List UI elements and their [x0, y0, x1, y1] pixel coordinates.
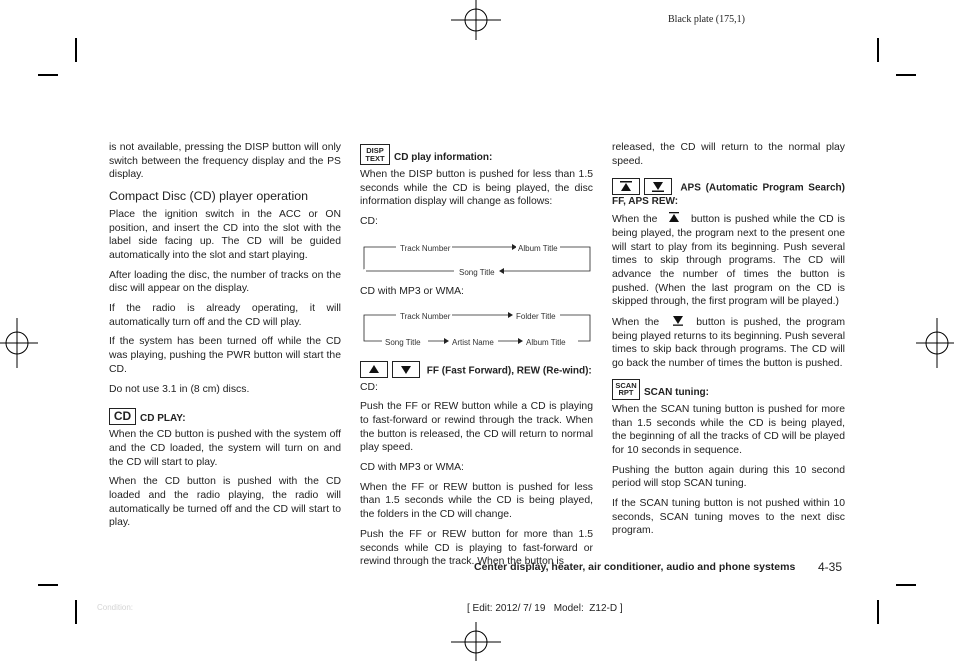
diagram-node: Song Title	[383, 336, 423, 350]
footer-section-title: Center display, heater, air conditioner, audio and phone systems	[474, 561, 796, 573]
heading-text: CD PLAY:	[140, 412, 186, 424]
cd-display-diagram	[360, 235, 593, 279]
heading-text: CD play information:	[394, 152, 493, 164]
condition-label: Condition:	[97, 603, 134, 612]
heading-text: APS (Automatic Program Search) FF, APS REW:	[612, 182, 845, 208]
text-fragment: When the	[612, 214, 658, 226]
paragraph: When the DISP button is pushed for less than 1.5 seconds while the CD is being played, the disc information display will change as follows:	[360, 169, 593, 208]
aps-rew-inline-icon	[667, 315, 689, 326]
section-heading: Compact Disc (CD) player operation	[109, 189, 309, 204]
icon-label: RPT	[618, 388, 634, 398]
heading-text: SCAN tuning:	[644, 387, 709, 399]
paragraph: is not available, pressing the DISP button will only switch between the frequency display and the PS display.	[109, 142, 341, 181]
mp3-display-diagram	[360, 305, 593, 353]
diagram-node: Track Number	[398, 310, 452, 324]
crop-mark	[75, 600, 77, 624]
text-fragment: button is pushed, the program being played returns to its beginning. Push several times to skip back through programs. The CD will go back the number of times the button is pushed.	[612, 317, 846, 370]
label: CD with MP3 or WMA:	[360, 462, 464, 474]
icon-label: DISP	[366, 146, 384, 155]
edit-info: [ Edit: 2012/ 7/ 19 Model: Z12-D ]	[467, 603, 623, 614]
diagram-node: Song Title	[457, 266, 497, 280]
ff-up-arrow-icon	[360, 361, 388, 378]
diagram-node: Folder Title	[514, 310, 558, 324]
scan-heading	[612, 379, 845, 400]
paragraph: When the FF or REW button is pushed for less than 1.5 seconds while the CD is being played, the folders in the CD will change.	[360, 481, 593, 521]
crop-mark	[877, 600, 879, 624]
column-3	[612, 141, 845, 544]
registration-mark-bottom	[446, 620, 506, 661]
cd-info-heading	[360, 144, 593, 165]
aps-ff-inline-icon	[663, 212, 685, 223]
text-fragment: button is pushed while the CD is being played, the program next to the present one will start to play from its beginning. Push several times to skip through programs. The CD will advance the number of times the button is pushed. (When the last program on the CD is skipped through, the first program will be played.)	[612, 214, 845, 308]
paragraph: When the SCAN tuning button is pushed for more than 1.5 seconds while the CD is being played, the beginning of all the tracks of CD will be played for 10 seconds in sequence.	[612, 403, 845, 456]
text-fragment: When the	[612, 317, 660, 329]
column-2	[360, 141, 593, 575]
label: CD:	[360, 381, 378, 393]
paragraph: Pushing the button again during this 10 second period will stop SCAN tuning.	[612, 464, 845, 490]
plate-label: Black plate (175,1)	[668, 14, 745, 25]
crop-mark	[896, 74, 916, 76]
paragraph: After loading the disc, the number of tracks on the disc will appear on the display.	[109, 269, 341, 295]
paragraph: When the CD button is pushed with the CD loaded and the radio playing, the radio will automatically be turned off and the CD will start to play.	[109, 476, 341, 529]
column-1	[109, 141, 341, 536]
paragraph: When the CD button is pushed with the system off and the CD loaded, the system will turn on and the CD will start to play.	[109, 429, 341, 468]
paragraph: Place the ignition switch in the ACC or ON position, and insert the CD into the slot with the label side facing up. The CD will be guided automatically into the slot and start playing.	[109, 208, 341, 261]
rew-down-arrow-icon	[392, 361, 420, 378]
paragraph	[612, 212, 845, 309]
paragraph: Do not use 3.1 in (8 cm) discs.	[109, 383, 250, 395]
label: CD with MP3 or WMA:	[360, 285, 464, 297]
registration-mark-top	[446, 0, 506, 42]
crop-mark	[877, 38, 879, 62]
paragraph	[612, 315, 845, 371]
diagram-node: Track Number	[398, 242, 452, 256]
ff-rew-heading	[360, 361, 593, 378]
paragraph: If the radio is already operating, it will automatically turn off and the CD will play.	[109, 303, 341, 328]
aps-rew-icon	[644, 178, 672, 195]
scan-rpt-button-icon	[612, 379, 640, 400]
crop-mark	[38, 584, 58, 586]
paragraph: Push the FF or REW button while a CD is playing to fast-forward or rewind through the track. When the button is released, the CD will return to normal play speed.	[360, 401, 593, 454]
icon-label: TEXT	[365, 153, 385, 163]
diagram-node: Album Title	[516, 242, 560, 256]
aps-ff-icon	[612, 178, 640, 195]
registration-mark-left	[0, 313, 40, 373]
cd-button-icon: CD	[109, 408, 136, 425]
diagram-node: Artist Name	[450, 336, 496, 350]
aps-heading	[612, 178, 845, 209]
paragraph: Push the FF or REW button for more than 1.5 seconds while CD is playing to fast-forward or rewind through the track. When the button is	[360, 528, 593, 568]
label: CD:	[360, 216, 378, 228]
diagram-node: Album Title	[524, 336, 568, 350]
disp-text-button-icon	[360, 144, 390, 165]
paragraph: If the system has been turned off while the CD was playing, pushing the PWR button will start the CD.	[109, 336, 341, 375]
paragraph: released, the CD will return to the normal play speed.	[612, 142, 845, 167]
registration-mark-right	[914, 313, 954, 373]
heading-text: FF (Fast Forward), REW (Re-wind):	[426, 364, 592, 376]
cd-play-heading	[109, 408, 341, 425]
icon-label: SCAN	[615, 380, 637, 390]
crop-mark	[38, 74, 58, 76]
crop-mark	[75, 38, 77, 62]
page-number: 4-35	[818, 560, 843, 574]
paragraph: If the SCAN tuning button is not pushed within 10 seconds, SCAN tuning moves to the next disc program.	[612, 498, 845, 537]
crop-mark	[896, 584, 916, 586]
